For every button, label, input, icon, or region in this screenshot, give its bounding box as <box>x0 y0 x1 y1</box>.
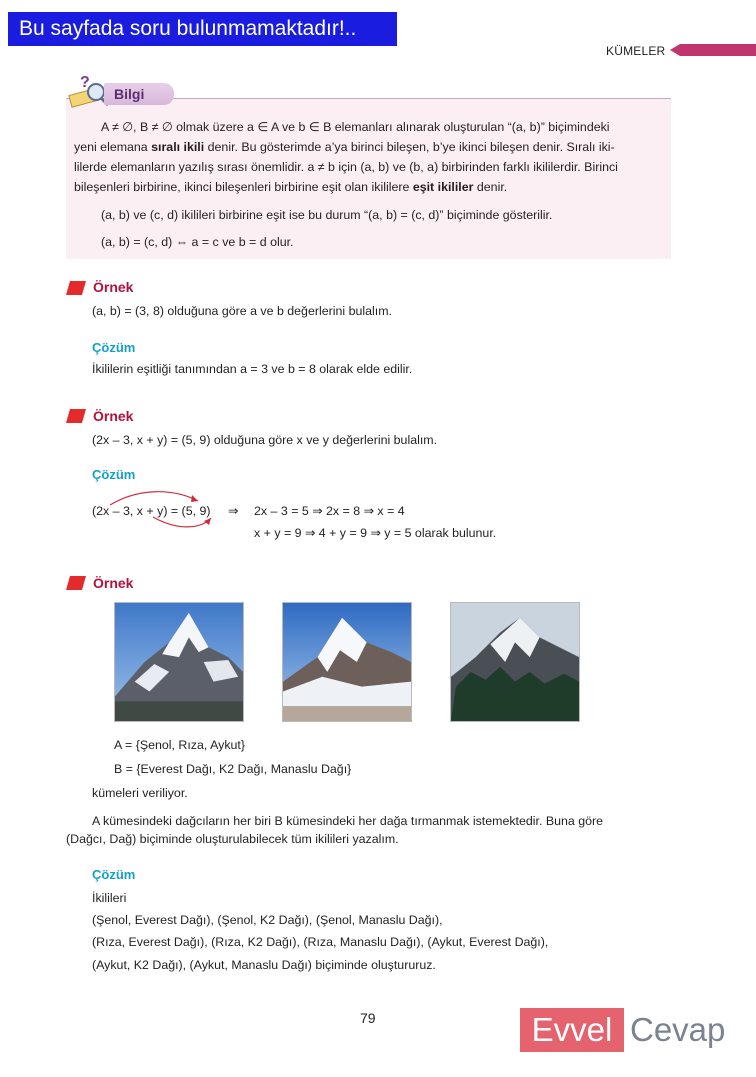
solution-line: (Şenol, Everest Dağı), (Şenol, K2 Dağı), (Şenol, Manaslu Dağı), <box>92 913 443 927</box>
example-1-solution: İkililerin eşitliği tanımından a = 3 ve b = 8 olarak elde edilir. <box>92 362 413 376</box>
info-line-5: (a, b) ve (c, d) ikilileri birbirine eşit ise bu durum “(a, b) = (c, d)” biçiminde gösterilir. <box>101 208 553 222</box>
info-line-3: lilerde elemanların yazılış sırası önemlidir. a ≠ b için (a, b) ve (b, a) birbirinden farklı ikililerdir. Birinci <box>74 160 618 174</box>
example-marker-icon <box>66 409 86 423</box>
svg-text:?: ? <box>80 74 90 91</box>
example-1-title: Örnek <box>93 279 134 295</box>
example-3-solution-title: Çözüm <box>92 867 136 882</box>
set-b: B = {Everest Dağı, K2 Dağı, Manaslu Dağı} <box>114 762 352 776</box>
example-2-solution-line-1: 2x – 3 = 5 ⇒ 2x = 8 ⇒ x = 4 <box>254 504 405 518</box>
example-1-solution-title: Çözüm <box>92 340 136 355</box>
section-label: KÜMELER <box>606 44 666 58</box>
implies-symbol: ⇒ <box>228 504 239 518</box>
example-2-solution-title: Çözüm <box>92 467 136 482</box>
sets-given: kümeleri veriliyor. <box>92 786 188 800</box>
logo-evvel: Evvel <box>520 1008 624 1052</box>
example-marker-icon <box>66 281 86 295</box>
example-1-question: (a, b) = (3, 8) olduğuna göre a ve b değerlerini bulalım. <box>92 304 392 318</box>
example-2-solution-line-2: x + y = 9 ⇒ 4 + y = 9 ⇒ y = 5 olarak bulunur. <box>254 526 497 540</box>
example-2-title: Örnek <box>93 408 134 424</box>
example-3-question-line-2: (Dağcı, Dağ) biçiminde oluşturulabilecek tüm ikilileri yazalım. <box>66 832 399 846</box>
section-tab-shape <box>670 44 756 56</box>
logo-cevap: Cevap <box>630 1011 726 1048</box>
example-3-title: Örnek <box>93 575 134 591</box>
page-number: 79 <box>360 1010 376 1026</box>
info-line-1: A ≠ ∅, B ≠ ∅ olmak üzere a ∈ A ve b ∈ B elemanları alınarak oluşturulan “(a, b)” biçimindeki <box>101 120 610 134</box>
mountain-photo-k2 <box>282 602 412 722</box>
mountain-photo-everest <box>114 602 244 722</box>
info-line-6: (a, b) = (c, d) ⇔ a = c ve b = d olur. <box>101 235 294 249</box>
example-2-question: (2x – 3, x + y) = (5, 9) olduğuna göre x ve y değerlerini bulalım. <box>92 433 438 447</box>
top-banner: Bu sayfada soru bulunmamaktadır!.. <box>8 12 397 46</box>
set-a: A = {Şenol, Rıza, Aykut} <box>114 738 246 752</box>
solution-line: (Rıza, Everest Dağı), (Rıza, K2 Dağı), (Rıza, Manaslu Dağı), (Aykut, Everest Dağı), <box>92 935 549 949</box>
info-tag: Bilgi <box>104 83 174 105</box>
info-line-2: yeni elemana sıralı ikili denir. Bu gösterimde a’ya birinci bileşen, b’ye ikinci bileşen denir. Sıralı iki- <box>74 140 615 154</box>
solution-line: (Aykut, K2 Dağı), (Aykut, Manaslu Dağı) biçiminde oluştururuz. <box>92 958 436 972</box>
example-3-question-line-1: A kümesindeki dağcıların her biri B kümesindeki her dağa tırmanmak istemektedir. Buna göre <box>92 814 604 828</box>
mountain-photo-manaslu <box>450 602 580 722</box>
solution-line: İkilileri <box>92 891 127 905</box>
example-marker-icon <box>66 576 86 590</box>
pair-equation: (2x – 3, x + y) = (5, 9) <box>92 504 211 518</box>
info-line-4: bileşenleri birbirine, ikinci bileşenleri birbirine eşit olan ikililere eşit ikililer denir. <box>74 180 508 194</box>
